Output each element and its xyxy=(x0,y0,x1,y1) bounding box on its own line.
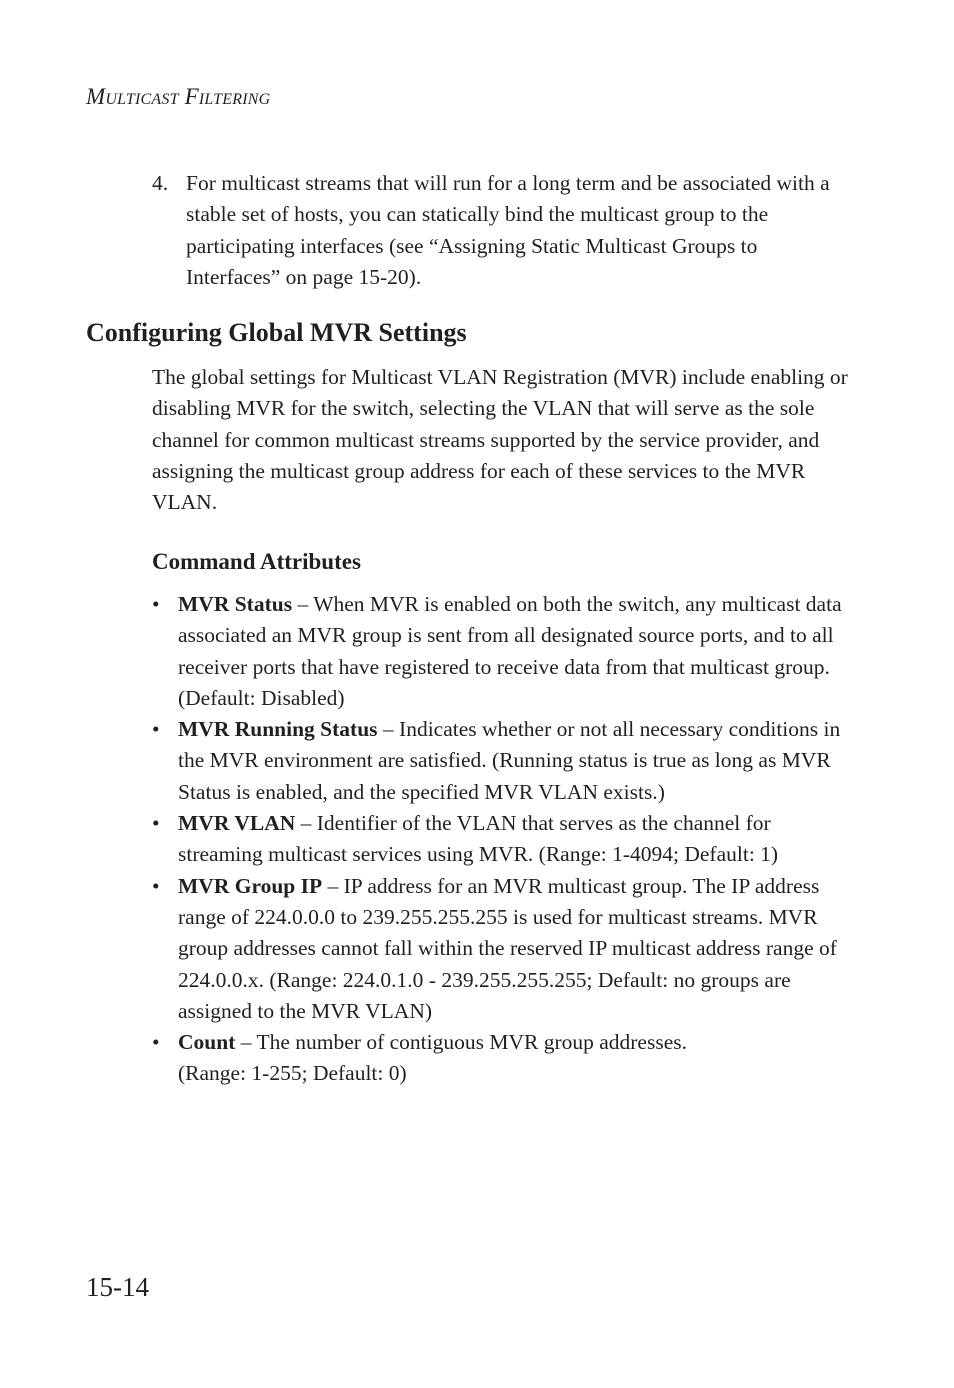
attribute-description: – IP address for an MVR multicast group. The IP address range of 224.0.0.0 to 239.255.255.255 is used for multicast streams. MVR group addresses cannot fall within the reserved IP multicast address range of 224.0.0.x. (Range: 224.0.1.0 - 239.255.255.255; Default: no groups are assigned to the MVR VLAN) xyxy=(178,873,837,1023)
bullet-marker: • xyxy=(152,1030,160,1055)
running-header: Multicast Filtering xyxy=(86,84,271,109)
attribute-item-mvr-vlan xyxy=(152,808,852,871)
attribute-term: Count xyxy=(178,1030,236,1055)
attribute-term: MVR Group IP xyxy=(178,873,323,898)
attribute-description: – When MVR is enabled on both the switch, any multicast data associated an MVR group is sent from all designated source ports, and to all receiver ports that have registered to receive data from that multicast group. (Default: Disabled) xyxy=(178,592,842,710)
attribute-item-count xyxy=(152,1027,852,1090)
attribute-list xyxy=(152,589,852,1090)
list-item-text: For multicast streams that will run for a long term and be associated with a stable set of hosts, you can statically bind the multicast group to the participating interfaces (see “Assigning Static Multicast Groups to Interfaces” on page 15-20). xyxy=(186,171,830,289)
attribute-item-mvr-running-status xyxy=(152,714,852,808)
attribute-item-mvr-group-ip xyxy=(152,871,852,1027)
attribute-range-note: (Range: 1-255; Default: 0) xyxy=(178,1061,407,1086)
bullet-marker: • xyxy=(152,592,160,616)
attribute-term: MVR Running Status xyxy=(178,717,378,742)
bullet-marker: • xyxy=(152,873,160,898)
attribute-item-mvr-status xyxy=(152,589,852,714)
attribute-description: – Identifier of the VLAN that serves as the channel for streaming multicast services using MVR. (Range: 1-4094; Default: 1) xyxy=(178,811,779,867)
section-intro-paragraph: The global settings for Multicast VLAN Registration (MVR) include enabling or disabling MVR for the switch, selecting the VLAN that will serve as the sole channel for common multicast streams supported by the service provider, and assigning the multicast group address for each of these services to the MVR VLAN. xyxy=(152,365,848,515)
command-attributes-heading: Command Attributes xyxy=(152,549,361,574)
attribute-description: – Indicates whether or not all necessary conditions in the MVR environment are satisfied. (Running status is true as long as MVR Status is enabled, and the specified MVR VLAN exists.) xyxy=(178,717,841,804)
section-heading: Configuring Global MVR Settings xyxy=(86,318,467,347)
page-number: 15-14 xyxy=(86,1272,149,1302)
bullet-marker: • xyxy=(152,717,160,742)
attribute-description: – The number of contiguous MVR group addresses. xyxy=(235,1030,687,1055)
bullet-marker: • xyxy=(152,811,160,836)
attribute-term: MVR VLAN xyxy=(178,811,296,836)
numbered-list-item xyxy=(152,168,852,293)
attribute-term: MVR Status xyxy=(178,592,293,616)
list-item-number: 4. xyxy=(152,171,169,195)
